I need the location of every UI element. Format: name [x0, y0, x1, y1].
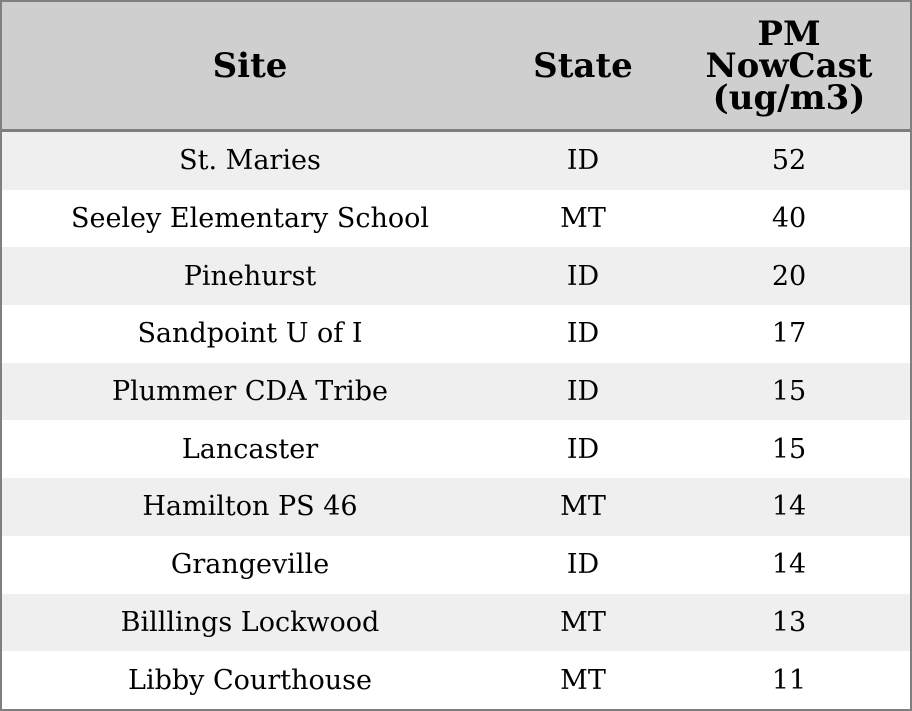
- table-row: [2, 420, 910, 478]
- cell-site: Pinehurst: [183, 260, 317, 292]
- cell-state: MT: [560, 203, 606, 235]
- table-row: [2, 536, 910, 594]
- cell-state: ID: [566, 145, 600, 177]
- cell-state: ID: [566, 260, 600, 292]
- cell-pm-nowcast: 17: [771, 318, 807, 350]
- column-header-pm-nowcast: [668, 2, 910, 129]
- cell-pm-nowcast: 52: [771, 145, 807, 177]
- table-body: [2, 132, 910, 709]
- table-row: [2, 305, 910, 363]
- column-header-pm-nowcast-label: PM NowCast (ug/m3): [705, 13, 873, 118]
- table-row: [2, 594, 910, 652]
- cell-pm-nowcast: 11: [771, 664, 807, 696]
- cell-site: Seeley Elementary School: [70, 203, 430, 235]
- cell-pm-nowcast: 20: [771, 260, 807, 292]
- cell-site: Libby Courthouse: [128, 664, 372, 696]
- cell-site: St. Maries: [179, 145, 321, 177]
- table-row: [2, 363, 910, 421]
- cell-pm-nowcast: 15: [771, 433, 807, 465]
- cell-site: Hamilton PS 46: [142, 491, 358, 523]
- cell-state: MT: [560, 664, 606, 696]
- cell-state: ID: [566, 433, 600, 465]
- cell-state: MT: [560, 606, 606, 638]
- table-row: [2, 247, 910, 305]
- table-row: [2, 651, 910, 709]
- cell-site: Billlings Lockwood: [120, 606, 380, 638]
- table-row: [2, 478, 910, 536]
- column-header-site: Site: [212, 45, 288, 86]
- cell-state: ID: [566, 549, 600, 581]
- cell-site: Grangeville: [170, 549, 330, 581]
- table-row: [2, 190, 910, 248]
- cell-pm-nowcast: 15: [771, 376, 807, 408]
- cell-pm-nowcast: 14: [771, 549, 807, 581]
- cell-site: Lancaster: [181, 433, 319, 465]
- cell-site: Sandpoint U of I: [137, 318, 363, 350]
- cell-pm-nowcast: 40: [771, 203, 807, 235]
- cell-pm-nowcast: 13: [771, 606, 807, 638]
- column-header-state: State: [533, 45, 633, 86]
- cell-state: MT: [560, 491, 606, 523]
- table-row: [2, 132, 910, 190]
- cell-state: ID: [566, 318, 600, 350]
- cell-pm-nowcast: 14: [771, 491, 807, 523]
- cell-site: Plummer CDA Tribe: [111, 376, 389, 408]
- table-header: [2, 2, 910, 132]
- cell-state: ID: [566, 376, 600, 408]
